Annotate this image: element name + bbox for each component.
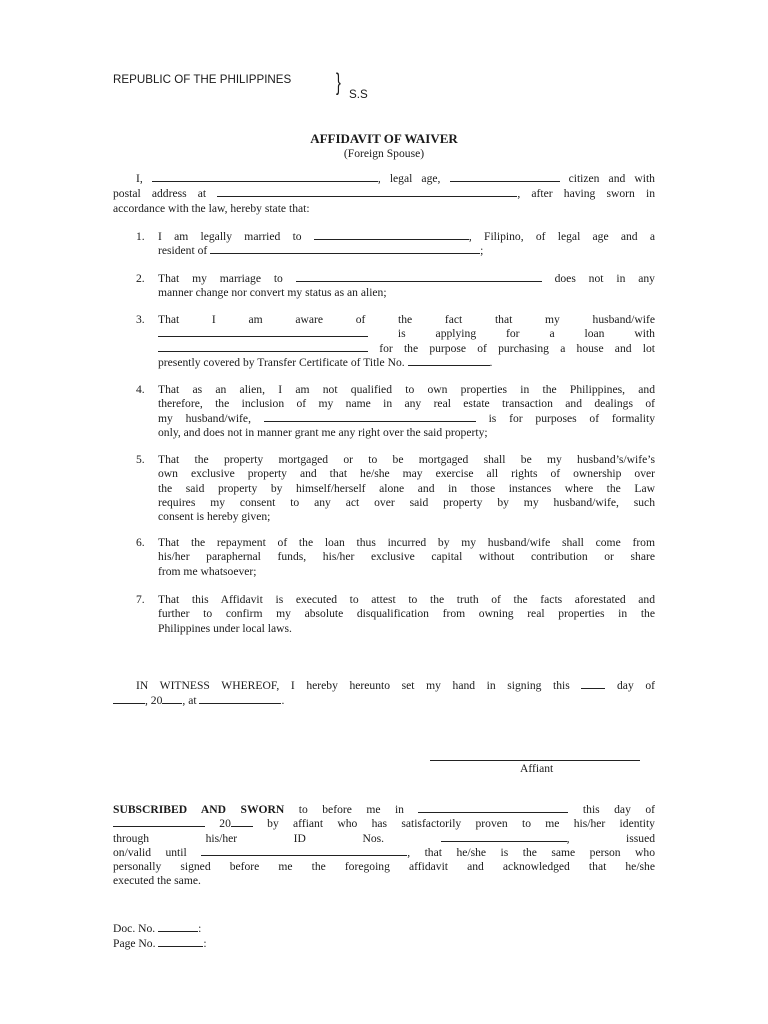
list-item-4: That as an alien, I am not qualified to own properties in the Philippines, and therefore, the inclusion of my name in any real estate transaction and dealings of my husband/wife, is for purposes of formality only, and does not in manner grant me any right over the said property; — [158, 383, 655, 439]
list-item-5: That the property mortgaged or to be mortgaged shall be my husband’s/wife’s own exclusive property and that he/she may exercise all rights of ownership over the said property by himself/herself alone and in those instances where the Law requires my consent to any act over said property by my husband/wife, such consent is hereby given; — [158, 453, 655, 524]
jurat-section: SUBSCRIBED AND SWORN to before me in this day of 20 by affiant who has satisfactorily proven to me his/her identity through his/her ID Nos. , issued on/valid until , that he/she is the same person who personally signed before me the foregoing affidavit and acknowledged that he/she executed the same. — [113, 803, 656, 888]
place-blank[interactable] — [199, 694, 281, 704]
republic-heading: REPUBLIC OF THE PHILIPPINES — [113, 73, 292, 86]
year-blank[interactable] — [162, 694, 182, 704]
item-number: 3. — [136, 313, 145, 326]
intro-line-1: I, , legal age, citizen and with — [136, 172, 655, 185]
spouse-name-blank[interactable] — [314, 230, 469, 240]
list-item-1: I am legally married to , Filipino, of legal age and a resident of ; — [158, 230, 655, 258]
tct-number-blank[interactable] — [408, 356, 490, 366]
item-number: 5. — [136, 453, 145, 466]
valid-until-blank[interactable] — [201, 846, 407, 856]
item-number: 7. — [136, 593, 145, 606]
month-blank[interactable] — [113, 694, 145, 704]
document-title: AFFIDAVIT OF WAIVER — [310, 131, 458, 146]
id-number-blank[interactable] — [441, 832, 567, 842]
item-number: 2. — [136, 272, 145, 285]
intro-line-2: postal address at , after having sworn in — [113, 187, 656, 200]
witness-clause: IN WITNESS WHEREOF, I hereby hereunto set my hand in signing this day of — [136, 679, 655, 692]
item-number: 1. — [136, 230, 145, 243]
intro-line-3: accordance with the law, hereby state that: — [113, 202, 310, 215]
ss-label: S.S — [349, 88, 368, 101]
list-item-2: That my marriage to does not in any manner change nor convert my status as an alien; — [158, 272, 655, 300]
item-number: 4. — [136, 383, 145, 396]
day-blank[interactable] — [581, 679, 605, 689]
citizenship-blank[interactable] — [450, 172, 560, 182]
residence-blank[interactable] — [210, 244, 480, 254]
list-item-6: That the repayment of the loan thus incurred by my husband/wife shall come from his/her paraphernal funds, his/her exclusive capital without contribution or share from me whatsoever; — [158, 536, 655, 578]
signature-line[interactable] — [430, 760, 640, 761]
spouse-name-blank-2[interactable] — [264, 412, 476, 422]
document-subtitle: (Foreign Spouse) — [343, 147, 425, 160]
list-item-3: That I am aware of the fact that my husband/wife is applying for a loan with for the purpose of purchasing a house and lot presently covered by Transfer Certificate of Title No. . — [158, 313, 655, 369]
doc-number-blank[interactable] — [158, 922, 198, 932]
witness-clause-line-2: , 20 , at . — [113, 694, 284, 708]
jurat-date-blank[interactable] — [113, 817, 205, 827]
marriage-to-blank[interactable] — [296, 272, 542, 282]
name-blank[interactable] — [152, 172, 378, 182]
brace-glyph: } — [336, 69, 341, 96]
item-number: 6. — [136, 536, 145, 549]
jurat-place-blank[interactable] — [418, 803, 568, 813]
spouse-blank[interactable] — [158, 327, 368, 337]
affiant-label: Affiant — [520, 762, 554, 775]
list-item-7: That this Affidavit is executed to attest to the truth of the facts aforestated and further to confirm my absolute disqualification from owning real properties in the Philippines under local laws. — [158, 593, 655, 635]
postal-address-blank[interactable] — [217, 187, 517, 197]
page-number-blank[interactable] — [158, 937, 203, 947]
page-number: Page No. : — [113, 937, 207, 950]
lender-blank[interactable] — [158, 342, 368, 352]
doc-number: Doc. No. : — [113, 922, 202, 935]
jurat-year-blank[interactable] — [231, 817, 253, 827]
